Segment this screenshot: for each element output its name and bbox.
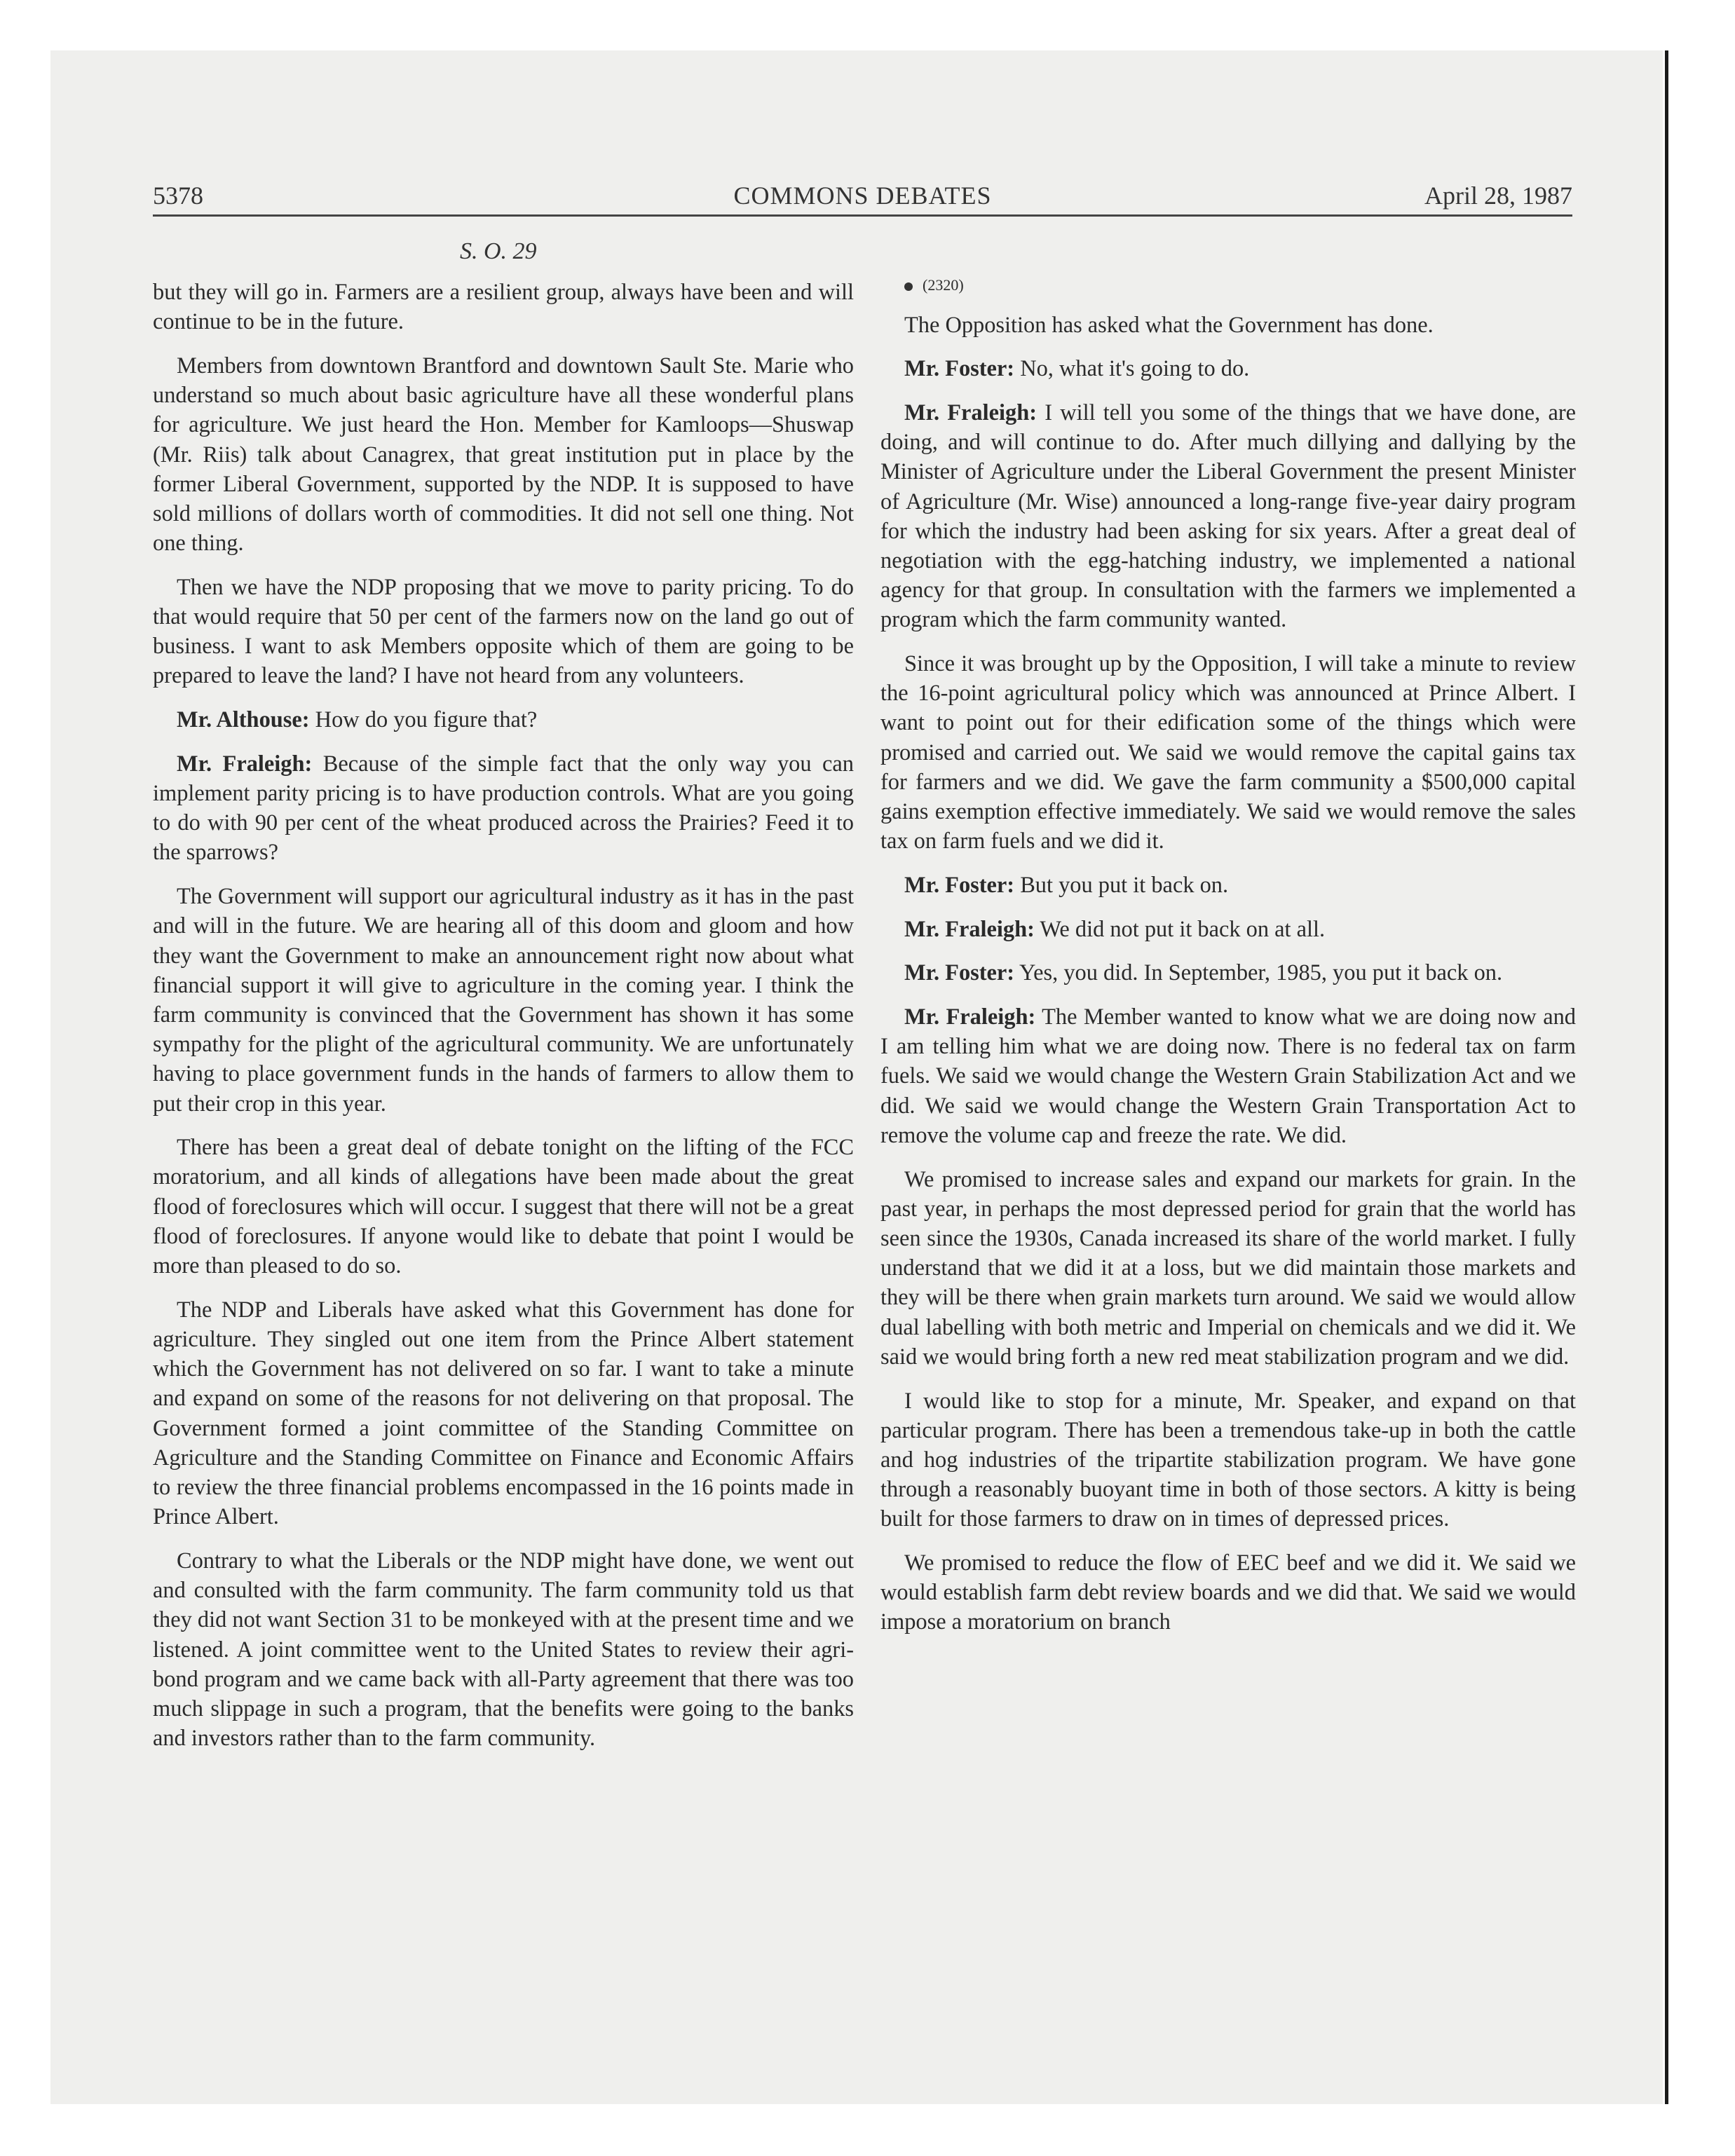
paragraph-text: The Government will support our agricultural industry as it has in the past and will in the future. We are hearing all of this doom and gloom and how they want the Government to make an announcement right now about what financial support it will give to agriculture in the coming year. I think the farm community is convinced that the Government has shown it has some sympathy for the plight of the agricultural community. We are unfortunately having to place government funds in the hands of farmers to allow them to put their crop in this year. [153,884,854,1117]
paragraph [880,915,1576,944]
page-header [153,181,1572,216]
paragraph-text: The Member wanted to know what we are doing now and I am telling him what we are doing now. There is no federal tax on farm fuels. We said we would change the Western Grain Stabilization Act and we did. We said we would change the Western Grain Transportation Act to remove the volume cap and freeze the rate. We did. [880,1004,1576,1148]
paragraph [153,351,854,558]
header-rule [153,214,1572,217]
paragraph-text: We promised to reduce the flow of EEC beef and we did it. We said we would establish farm debt review boards and we did that. We said we would impose a moratorium on branch [880,1550,1576,1635]
paragraph [880,871,1576,900]
paragraph [153,1133,854,1281]
paragraph-text: We promised to increase sales and expand our markets for grain. In the past year, in perhaps the most depressed period for grain that the world has seen since the 1930s, Canada increased its share of the world market. I fully understand that we did it at a loss, but we did maintain those markets and they will be there when grain markets turn around. We said we would allow dual labelling with both metric and Imperial on chemicals and we did it. We said we would bring forth a new red meat stabilization program and we did. [880,1166,1576,1370]
speaker-name: Mr. Foster: [904,356,1015,382]
paragraph [880,1002,1576,1150]
paragraph [880,398,1576,635]
paragraph [880,649,1576,856]
speaker-name: Mr. Foster: [904,960,1015,986]
paragraph [880,1548,1576,1637]
paragraph-text: Because of the simple fact that the only way you can implement parity pricing is to have production controls. What are you going to do with 90 per cent of the wheat produced across the Prairies? Feed it to the sparrows? [153,751,854,866]
paragraph [880,354,1576,383]
paragraph-text: There has been a great deal of debate tonight on the lifting of the FCC moratorium, and all kinds of allegations have been made about the great flood of foreclosures which will occur. I suggest that there will not be a great flood of foreclosures. If anyone would like to debate that point I would be more than pleased to do so. [153,1135,854,1279]
paragraph [153,1295,854,1532]
publication-date: April 28, 1987 [1424,182,1572,210]
paragraph-text: I would like to stop for a minute, Mr. Speaker, and expand on that particular program. There has been a tremendous take-up in both the cattle and hog industries of the tripartite stabilization program. We have gone through a reasonably buoyant time in both of those sectors. A kitty is being built for those farmers to draw on in times of depressed prices. [880,1388,1576,1532]
speaker-name: Mr. Fraleigh: [904,1004,1036,1030]
bullet-icon [904,282,913,291]
paragraph [880,311,1576,340]
paragraph-text: Yes, you did. In September, 1985, you put it back on. [1019,960,1503,986]
paragraph-text: Members from downtown Brantford and downtown Sault Ste. Marie who understand so much about basic agriculture have all these wonderful plans for agriculture. We just heard the Hon. Member for Kamloops—Shuswap (Mr. Riis) talk about Canagrex, that great institution put in place by the former Liberal Government, supported by the NDP. It is supposed to have sold millions of dollars worth of commodities. It did not sell one thing. Not one thing. [153,353,854,557]
publication-title: COMMONS DEBATES [733,182,992,210]
paragraph-text: I will tell you some of the things that we have done, are doing, and will continue to do. After much dillying and dallying by the Minister of Agriculture under the Liberal Government the present Minister of Agriculture (Mr. Wise) announced a long-range five-year dairy program for which the industry had been asking for six years. After a great deal of negotiation with the egg-hatching industry, we implemented a national agency for that group. In consultation with the farmers we implemented a program which the farm community wanted. [880,400,1576,633]
paragraph-text: How do you figure that? [315,707,538,733]
paragraph-text: Contrary to what the Liberals or the NDP might have done, we went out and consulted with the farm community. The farm community told us that they did not want Section 31 to be monkeyed with at the present time and we listened. A joint committee went to the United States to review their agri-bond program and we came back with all-Party agreement that there was too much slippage in such a program, that the benefits were going to the banks and investors rather than to the farm community. [153,1548,854,1752]
page-number: 5378 [153,182,203,210]
speaker-name: Mr. Fraleigh: [904,400,1037,425]
paragraph [153,705,854,735]
paragraph [153,882,854,1119]
section-marker: S. O. 29 [460,238,537,264]
speaker-name: Mr. Althouse: [177,707,310,733]
right-column [880,275,1576,1651]
speaker-name: Mr. Fraleigh: [177,751,313,777]
left-column [153,278,854,1768]
paragraph-text: The NDP and Liberals have asked what this Government has done for agriculture. They singled out one item from the Prince Albert statement which the Government has not delivered on so far. I want to take a minute and expand on some of the reasons for not delivering on that proposal. The Government formed a joint committee of the Standing Committee on Agriculture and the Standing Committee on Finance and Economic Affairs to review the three financial problems encompassed in the 16 points made in Prince Albert. [153,1297,854,1530]
speaker-name: Mr. Fraleigh: [904,916,1035,942]
paragraph [153,573,854,691]
paragraph [880,958,1576,988]
paragraph [880,1386,1576,1534]
paragraph-text: but they will go in. Farmers are a resilient group, always have been and will continue to be in the future. [153,280,854,335]
paragraph [153,749,854,868]
paragraph-text: We did not put it back on at all. [1040,916,1326,942]
paragraph-text: But you put it back on. [1020,872,1229,898]
paragraph-text: Then we have the NDP proposing that we move to parity pricing. To do that would require that 50 per cent of the farmers now on the land go out of business. I want to ask Members opposite which of them are going to be prepared to leave the land? I have not heard from any volunteers. [153,574,854,689]
paragraph [880,1165,1576,1372]
speaker-name: Mr. Foster: [904,872,1015,898]
time-marker-text: (2320) [923,276,964,294]
page-edge-shadow [1665,50,1668,2104]
paragraph [153,278,854,336]
paragraph-text: The Opposition has asked what the Government has done. [904,312,1434,338]
paragraph-text: Since it was brought up by the Opposition, I will take a minute to review the 16-point agricultural policy which was announced at Prince Albert. I want to point out for their edification some of the things which were promised and carried out. We said we would remove the capital gains tax for farmers and we did. We gave the farm community a $500,000 capital gains exemption effective immediately. We said we would remove the sales tax on farm fuels and we did it. [880,651,1576,854]
paragraph-text: No, what it's going to do. [1020,356,1250,382]
paragraph [153,1546,854,1753]
time-marker [880,275,1576,296]
